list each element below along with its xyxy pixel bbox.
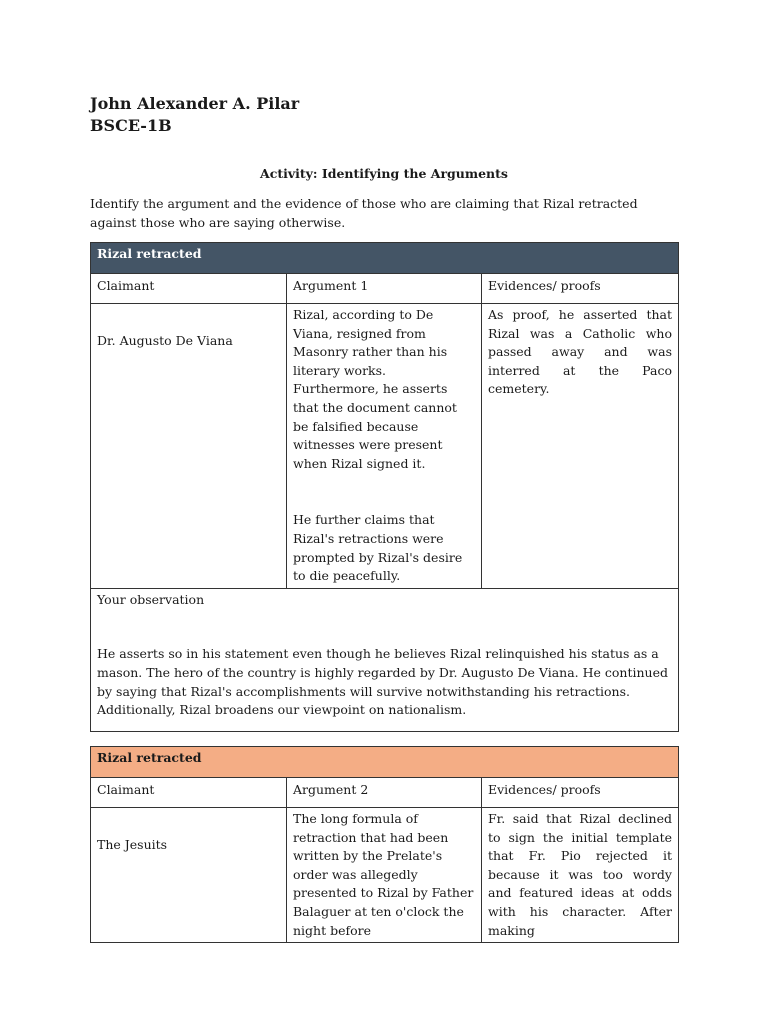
- column-header-argument: Argument 1: [287, 274, 482, 304]
- rizal-retracted-table-1: [90, 242, 679, 732]
- table-header: Rizal retracted: [91, 243, 679, 274]
- observation-text: He asserts so in his statement even though he believes Rizal relinquished his status as a mason. The hero of the country is highly regarded by Dr. Augusto De Viana. He continued by saying that Rizal's accomplishments will survive notwithstanding his retractions. Additionally, Rizal broadens our viewpoint on nationalism.: [97, 646, 668, 718]
- instructions-text: Identify the argument and the evidence of those who are claiming that Rizal retracted against those who are saying otherwise.: [90, 196, 638, 230]
- student-section: BSCE-1B: [90, 116, 172, 135]
- column-header-claimant: Claimant: [91, 778, 287, 808]
- rizal-retracted-table-2: [90, 746, 679, 943]
- student-name: John Alexander A. Pilar: [90, 94, 300, 113]
- student-header: [90, 93, 299, 137]
- column-header-argument: Argument 2: [287, 778, 482, 808]
- column-header-evidence: Evidences/ proofs: [482, 778, 679, 808]
- activity-title: Activity: Identifying the Arguments: [260, 166, 508, 181]
- argument-paragraph-2: He further claims that Rizal's retractions were prompted by Rizal's desire to die peacefully.: [293, 512, 463, 584]
- column-header-evidence: Evidences/ proofs: [482, 274, 679, 304]
- argument-cell: [287, 304, 482, 589]
- column-header-claimant: Claimant: [91, 274, 287, 304]
- argument-paragraph-1: Rizal, according to De Viana, resigned from Masonry rather than his literary works. Furthermore, he asserts that the document cannot be falsified because witnesses were present when Rizal signed it.: [293, 307, 457, 471]
- table-header: Rizal retracted: [91, 747, 679, 778]
- observation-cell: [91, 588, 679, 731]
- claimant-cell: Dr. Augusto De Viana: [91, 304, 287, 589]
- claimant-cell: The Jesuits: [91, 808, 287, 943]
- argument-cell: The long formula of retraction that had been written by the Prelate's order was allegedly presented to Rizal by Father Balaguer at ten o'clock the night before: [287, 808, 482, 943]
- evidence-cell: Fr. said that Rizal declined to sign the initial template that Fr. Pio rejected it because it was too wordy and featured ideas at odds with his character. After making: [482, 808, 679, 943]
- evidence-cell: As proof, he asserted that Rizal was a Catholic who passed away and was interred at the Paco cemetery.: [482, 304, 679, 589]
- observation-label: Your observation: [97, 591, 205, 607]
